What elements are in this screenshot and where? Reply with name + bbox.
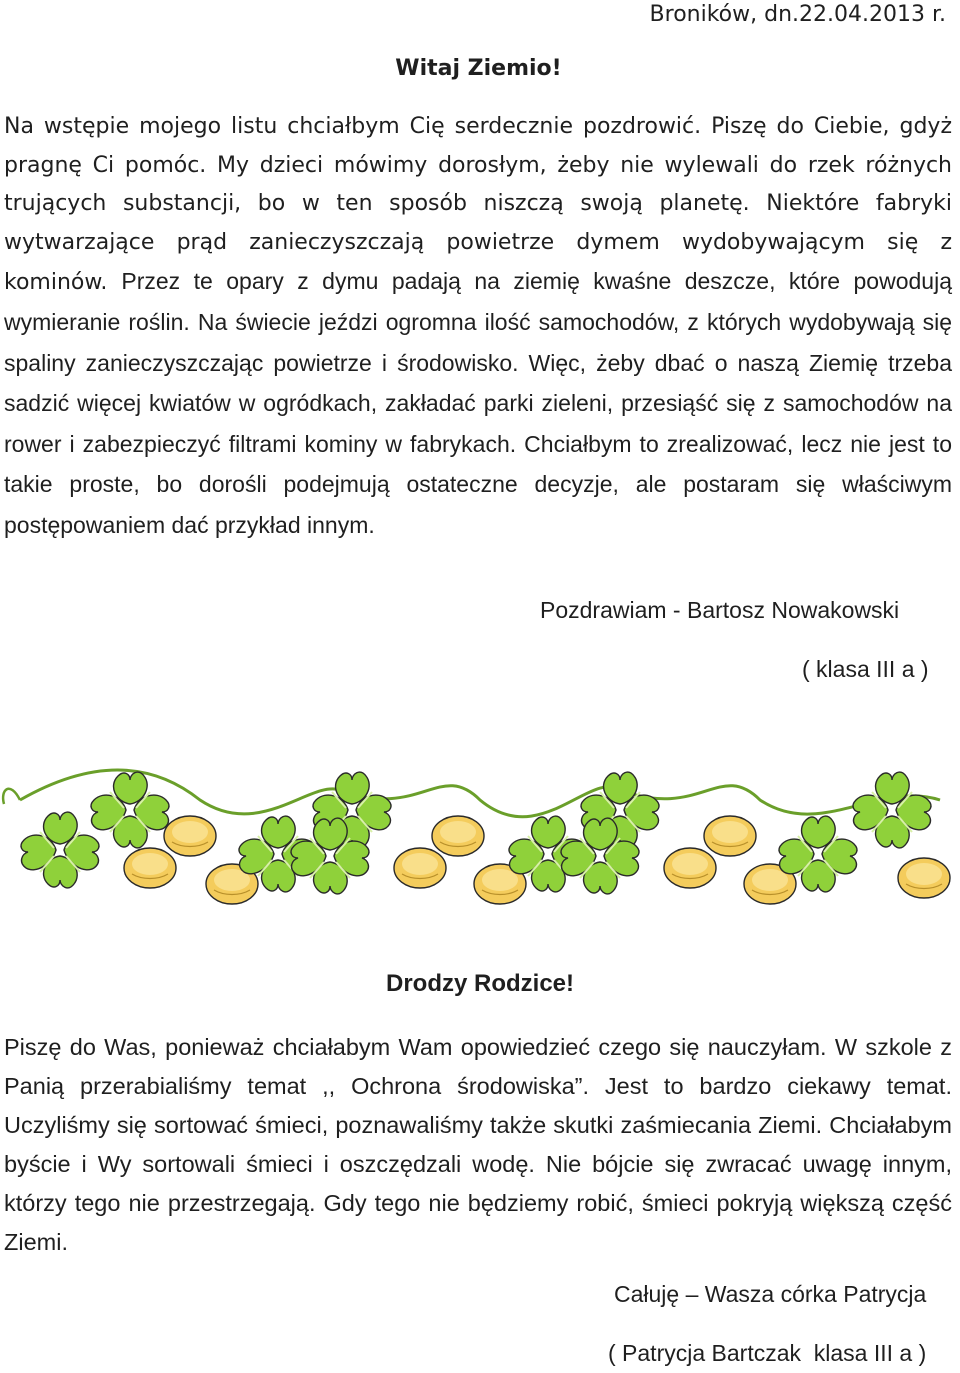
clover-icon bbox=[91, 772, 169, 848]
signature-patrycja: Całuję – Wasza córka Patrycja bbox=[614, 1281, 927, 1307]
greeting-earth-text: Witaj Ziemio! bbox=[395, 56, 562, 81]
clover-icon bbox=[853, 772, 931, 848]
greeting-earth bbox=[0, 56, 960, 81]
place-date: Broników, dn.22.04.2013 r. bbox=[649, 2, 946, 27]
class-note-bartosz: ( klasa III a ) bbox=[802, 656, 929, 682]
class-note-patrycja: ( Patrycja Bartczak klasa III a ) bbox=[608, 1340, 927, 1366]
letter-parents-body: Piszę do Was, ponieważ chciałabym Wam opowiedzieć czego się nauczyłam. W szkole z Panią przerabialiśmy temat ,, Ochrona środowiska”. Jest to bardzo ciekawy temat. Uczyliśmy się sortować śmieci, poznawaliśmy także skutki zaśmiecania Ziemi. Chciałabym byście i Wy sortowali śmieci i oszczędzali wodę. Nie bójcie się zwracać uwagę innym, którzy tego nie przestrzegają. Gdy tego nie będziemy robić, śmieci pokryją większą część Ziemi. bbox=[4, 1034, 952, 1255]
greeting-parents: Drodzy Rodzice! bbox=[386, 970, 575, 997]
clover-icon bbox=[21, 812, 99, 888]
coin-icon bbox=[394, 848, 446, 888]
letter-earth-body-part1: Na wstępie mojego listu chciałbym Cię serdecznie pozdrowić. Piszę do Ciebie, gdyż pragnę Ci pomóc. My dzieci mówimy dorosłym, żeby nie wylewali do rzek różnych trujących substancji, bo w ten sposób niszczą swoją planetę. Niektóre fabryki wytwarzające prąd zanieczyszczają powietrze dymem wydobywającym się z kominów. bbox=[4, 114, 952, 296]
clover-border-divider bbox=[0, 760, 960, 940]
coin-icon bbox=[664, 848, 716, 888]
coin-icon bbox=[164, 816, 216, 856]
coin-icon bbox=[898, 858, 950, 898]
coin-icon bbox=[124, 848, 176, 888]
coin-icon bbox=[704, 816, 756, 856]
letter-earth-body bbox=[4, 108, 952, 547]
signature-bartosz: Pozdrawiam - Bartosz Nowakowski bbox=[540, 597, 900, 623]
letter-earth-body-part2: Przez te opary z dymu padają na ziemię kwaśne deszcze, które powodują wymieranie roślin. Na świecie jeździ ogromna ilość samochodów, z których wydobywają się spaliny zanieczyszczając powietrze i środowisko. Więc, żeby dbać o naszą Ziemię trzeba sadzić więcej kwiatów w ogródkach, zakładać parki zieleni, przesiąść się z samochodów na rower i zabezpieczyć filtrami kominy w fabrykach. Chciałbym to zrealizować, lecz nie jest to takie proste, bo dorośli podejmują ostateczne decyzje, ale postaram się właściwym postępowaniem dać przykład innym. bbox=[4, 268, 952, 538]
coin-icon bbox=[432, 816, 484, 856]
